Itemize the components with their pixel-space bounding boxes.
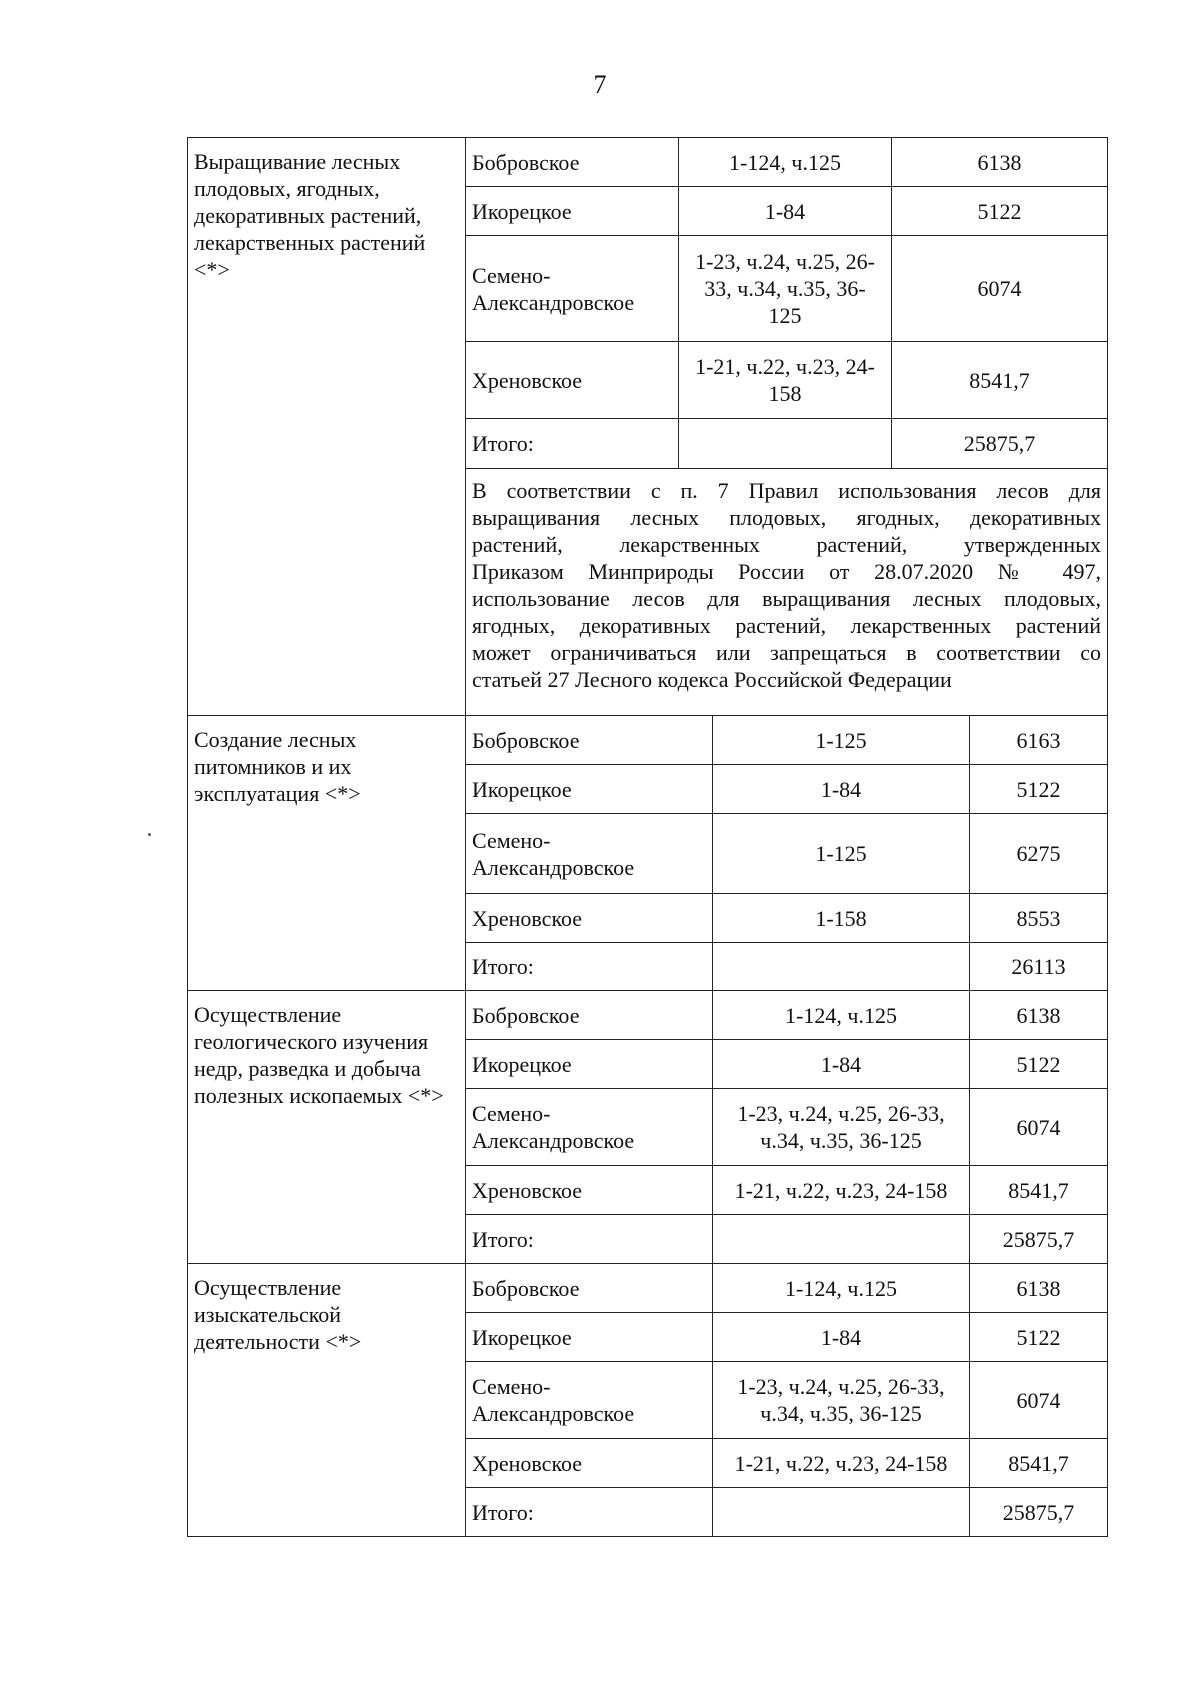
note-line: Приказом Минприроды России от 28.07.2020 № 497,	[472, 559, 1101, 584]
forestry-rows	[466, 138, 1107, 715]
forestry-name: Икорецкое	[472, 198, 572, 224]
area-value: 6138	[969, 991, 1107, 1039]
table-row	[466, 187, 1107, 236]
quarters-value: 1-84	[678, 187, 891, 235]
quarters-value	[712, 1215, 969, 1263]
activity-cell: Осуществление геологического изучения недр, разведка и добыча полезных ископаемых <*>	[188, 991, 466, 1263]
forestry-name: Бобровское	[472, 149, 580, 175]
page-number: 7	[593, 70, 607, 99]
note-line: В соответствии с п. 7 Правил использования лесов для	[472, 478, 1101, 503]
forestry-name: Икорецкое	[472, 1051, 572, 1077]
forestry-name: Бобровское	[472, 1275, 580, 1301]
total-label: Итого:	[472, 431, 534, 456]
area-value: 6074	[969, 1089, 1107, 1165]
table-row	[466, 138, 1107, 187]
quarters-value: 1-21, ч.22, ч.23, 24-158	[678, 342, 891, 418]
quarters-value: 1-23, ч.24, ч.25, 26-33, ч.34, ч.35, 36-125	[712, 1089, 969, 1165]
table-row-total	[466, 943, 1107, 990]
table-row	[466, 716, 1107, 765]
table-row-total	[466, 419, 1107, 469]
note-line: может ограничиваться или запрещаться в соответствии со	[472, 640, 1101, 665]
note-line: выращивания лесных плодовых, ягодных, декоративных	[472, 505, 1101, 530]
total-label: Итого:	[472, 1226, 534, 1252]
quarters-value: 1-23, ч.24, ч.25, 26-33, ч.34, ч.35, 36-125	[712, 1362, 969, 1438]
note-line: статьей 27 Лесного кодекса Российской Федерации	[472, 667, 952, 692]
activity-cell: Выращивание лесных плодовых, ягодных, декоративных растений, лекарственных растений <*>	[188, 138, 466, 715]
table-row	[466, 814, 1107, 894]
forestry-name: Семено-Александровское	[472, 1101, 635, 1153]
forestry-name: Бобровское	[472, 727, 580, 753]
forestry-rows	[466, 1264, 1107, 1536]
total-label: Итого:	[472, 1499, 534, 1525]
area-value: 6074	[891, 236, 1107, 341]
area-value: 8541,7	[969, 1439, 1107, 1487]
quarters-value: 1-125	[712, 716, 969, 764]
forestry-name: Семено-Александровское	[472, 1374, 635, 1426]
quarters-value	[678, 419, 891, 468]
total-label: Итого:	[472, 954, 534, 979]
table-row	[466, 1166, 1107, 1215]
scan-speck	[148, 833, 151, 836]
table-row	[466, 342, 1107, 419]
quarters-value: 1-21, ч.22, ч.23, 24-158	[712, 1166, 969, 1214]
activity-cell: Создание лесных питомников и их эксплуатация <*>	[188, 716, 466, 990]
forestry-name: Икорецкое	[472, 776, 572, 802]
quarters-value: 1-124, ч.125	[712, 1264, 969, 1312]
forestry-name: Хреновское	[472, 905, 583, 931]
area-value: 6074	[969, 1362, 1107, 1438]
forestry-name: Бобровское	[472, 1002, 580, 1028]
quarters-value: 1-124, ч.125	[712, 991, 969, 1039]
forestry-name: Семено-Александровское	[472, 827, 635, 880]
quarters-value: 1-84	[712, 1313, 969, 1361]
table-block-fruit-plants	[187, 137, 1108, 716]
quarters-value: 1-125	[712, 814, 969, 893]
table-row	[466, 991, 1107, 1040]
quarters-value: 1-23, ч.24, ч.25, 26-33, ч.34, ч.35, 36-125	[678, 236, 891, 341]
quarters-value	[712, 1488, 969, 1536]
quarters-value: 1-84	[712, 1040, 969, 1088]
forestry-name: Хреновское	[472, 1177, 583, 1203]
forestry-name: Хреновское	[472, 1450, 583, 1476]
quarters-value: 1-158	[712, 894, 969, 942]
area-value: 5122	[969, 765, 1107, 813]
table-row	[466, 1313, 1107, 1362]
table-row	[466, 1362, 1107, 1439]
table-block-geology	[187, 990, 1108, 1264]
area-value: 6163	[969, 716, 1107, 764]
total-area-value: 26113	[969, 943, 1107, 990]
quarters-value	[712, 943, 969, 990]
note-line: растений, лекарственных растений, утвержденных	[472, 532, 1101, 557]
table-row-total	[466, 1215, 1107, 1263]
area-value: 5122	[969, 1040, 1107, 1088]
forestry-name: Семено-Александровское	[472, 262, 635, 315]
table-row-total	[466, 1488, 1107, 1536]
quarters-value: 1-84	[712, 765, 969, 813]
table-row	[466, 894, 1107, 943]
area-value: 8553	[969, 894, 1107, 942]
note-line: использование лесов для выращивания лесных плодовых,	[472, 586, 1101, 611]
table-block-nurseries	[187, 715, 1108, 991]
table-row	[466, 1264, 1107, 1313]
quarters-value: 1-124, ч.125	[678, 138, 891, 186]
table-row	[466, 1439, 1107, 1488]
quarters-value: 1-21, ч.22, ч.23, 24-158	[712, 1439, 969, 1487]
table-row	[466, 1089, 1107, 1166]
area-value: 8541,7	[969, 1166, 1107, 1214]
table-row	[466, 765, 1107, 814]
note-line: ягодных, декоративных растений, лекарственных растений	[472, 613, 1101, 638]
legal-note	[466, 469, 1107, 693]
area-value: 6275	[969, 814, 1107, 893]
table-row	[466, 1040, 1107, 1089]
total-area-value: 25875,7	[891, 419, 1107, 468]
forestry-rows	[466, 991, 1107, 1263]
forestry-name: Икорецкое	[472, 1324, 572, 1350]
area-value: 5122	[891, 187, 1107, 235]
area-value: 5122	[969, 1313, 1107, 1361]
forestry-name: Хреновское	[472, 367, 583, 393]
area-value: 8541,7	[891, 342, 1107, 418]
total-area-value: 25875,7	[969, 1215, 1107, 1263]
forestry-rows	[466, 716, 1107, 990]
total-area-value: 25875,7	[969, 1488, 1107, 1536]
activity-cell: Осуществление изыскательской деятельности <*>	[188, 1264, 466, 1536]
area-value: 6138	[969, 1264, 1107, 1312]
area-value: 6138	[891, 138, 1107, 186]
table-row	[466, 236, 1107, 342]
table-block-survey	[187, 1263, 1108, 1537]
